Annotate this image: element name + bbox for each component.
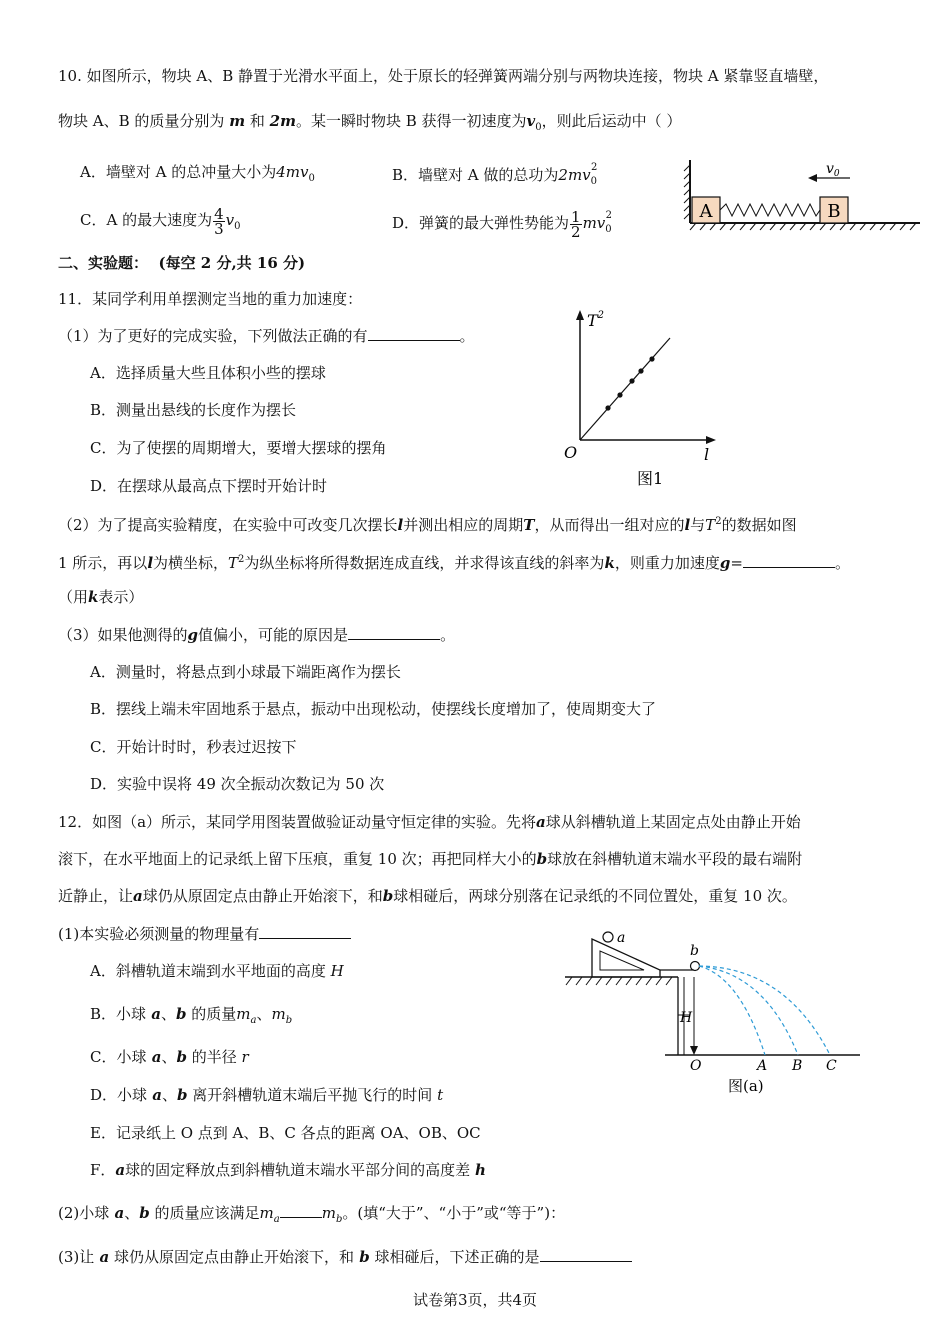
q12-line2: 滚下，在水平地面上的记录纸上留下压痕，重复 10 次；再把同样大小的b球放在斜槽轨道末端水平段的最右端附 [58, 850, 803, 868]
data-point [605, 405, 610, 410]
trajectory-c [699, 966, 830, 1055]
q12-option-c: C．小球 a、b 的半径 r [90, 1048, 249, 1066]
point-b-label: B [792, 1058, 803, 1074]
q10-option-a: A．墙壁对 A 的总冲量大小为$4mv_0$ [80, 163, 315, 184]
q11-part3-option-a: A．测量时，将悬点到小球最下端距离作为摆长 [90, 663, 401, 681]
ball-a [603, 932, 613, 942]
q11-stem: 11．某同学利用单摆测定当地的重力加速度： [58, 290, 363, 308]
q10-option-b: B．墙壁对 A 做的总功为$2mv_0^2$ [392, 162, 598, 187]
q10-line2: 物块 A、B 的质量分别为 m 和 2m。某一瞬时物块 B 获得一初速度为$v_0$，则此后运动中（ ） [58, 112, 682, 133]
velocity-label: $v_0$ [826, 161, 840, 179]
q11-part3-option-c: C．开始计时时，秒表过迟按下 [90, 738, 297, 756]
q10-option-c: C．A 的最大速度为 $\frac{4}{3}$ $v_0$ [80, 204, 241, 238]
origin-label: O [564, 443, 578, 462]
q12-figure-a [560, 925, 870, 1100]
block-a-label: A [699, 201, 713, 222]
q10-option-d: D．弹簧的最大弹性势能为 $\frac{1}{2}$ $mv_0^2$ [392, 207, 613, 241]
axis-x-label: l [704, 445, 710, 464]
q12-part2: (2)小球 a、b 的质量应该满足$m_a$ $m_b$。(填“大于”、“小于”或“等于”)： [58, 1204, 566, 1225]
q12-line1: 12．如图（a）所示，某同学用图装置做验证动量守恒定律的实验。先将a球从斜槽轨道上某固定点处由静止开始 [58, 813, 801, 831]
q11-part2-line1: （2）为了提高实验精度，在实验中可改变几次摆长l并测出相应的周期T，从而得出一组对应的l与$T^2$的数据如图 [58, 516, 797, 534]
section-title: 二、实验题： (每空 2 分,共 16 分) [58, 254, 306, 272]
figure-caption: 图(a) [728, 1077, 764, 1095]
q12-option-e: E．记录纸上 O 点到 A、B、C 各点的距离 OA、OB、OC [90, 1124, 481, 1142]
q12-part3: (3)让 a 球仍从原固定点由静止开始滚下，和 b 球相碰后，下述正确的是 [58, 1247, 632, 1267]
figure-caption: 图1 [637, 469, 664, 488]
q11-figure-1 [560, 308, 730, 498]
q11-option-c: C．为了使摆的周期增大，要增大摆球的摆角 [90, 439, 387, 457]
q11-part3-option-b: B．摆线上端未牢固地系于悬点，振动中出现松动，使摆线长度增加了，使周期变大了 [90, 700, 657, 718]
data-point [629, 378, 634, 383]
q11-part3-option-d: D．实验中误将 49 次全振动次数记为 50 次 [90, 775, 385, 793]
ramp [592, 939, 660, 977]
q11-part2-line3: （用k表示） [58, 588, 144, 606]
point-o-label: O [690, 1058, 702, 1074]
block-b-label: B [827, 201, 841, 222]
q11-option-a: A．选择质量大些且体积小些的摆球 [90, 364, 326, 382]
data-point [638, 368, 643, 373]
q11-option-b: B．测量出悬线的长度作为摆长 [90, 401, 297, 419]
q10-spring-figure [680, 155, 920, 235]
q11-part1: （1）为了更好的完成实验，下列做法正确的有 。 [58, 327, 475, 345]
q12-option-f: F．a球的固定释放点到斜槽轨道末端水平部分间的高度差 h [90, 1161, 486, 1179]
ball-b [691, 962, 700, 971]
q12-line3: 近静止，让a球仍从原固定点由静止开始滚下，和b球相碰后，两球分别落在记录纸的不同位置处，重复 10 次。 [58, 887, 797, 905]
point-c-label: C [826, 1058, 837, 1074]
spring [720, 204, 820, 216]
q12-part1: (1)本实验必须测量的物理量有 [58, 924, 351, 944]
height-label: H [680, 1010, 693, 1026]
q11-part2-line2: 1 所示，再以l为横坐标，$T^2$为纵坐标将所得数据连成直线，并求得该直线的斜率为k，则重力加速度g= 。 [58, 554, 850, 572]
fit-line [580, 338, 670, 440]
q11-option-d: D．在摆球从最高点下摆时开始计时 [90, 477, 328, 495]
trajectory-b [699, 966, 798, 1055]
axis-y-label: $T^2$ [587, 310, 605, 330]
ball-a-label: a [617, 930, 626, 946]
q12-option-b: B．小球 a、b 的质量$m_a$、$m_b$ [90, 1005, 293, 1026]
page-footer: 试卷第3页，共4页 [412, 1291, 538, 1309]
point-a-label: A [757, 1058, 768, 1074]
q12-option-a: A．斜槽轨道末端到水平地面的高度 H [90, 962, 344, 980]
data-point [617, 392, 622, 397]
ball-b-label: b [690, 943, 699, 959]
data-point [649, 356, 654, 361]
trajectory-a [699, 966, 765, 1055]
q10-line1: 10. 如图所示，物块 A、B 静置于光滑水平面上，处于原长的轻弹簧两端分别与两物块连接，物块 A 紧靠竖直墙壁， [58, 67, 829, 85]
q12-option-d: D．小球 a、b 离开斜槽轨道末端后平抛飞行的时间 t [90, 1086, 444, 1104]
q11-part3: （3）如果他测得的g值偏小，可能的原因是 。 [58, 626, 456, 644]
